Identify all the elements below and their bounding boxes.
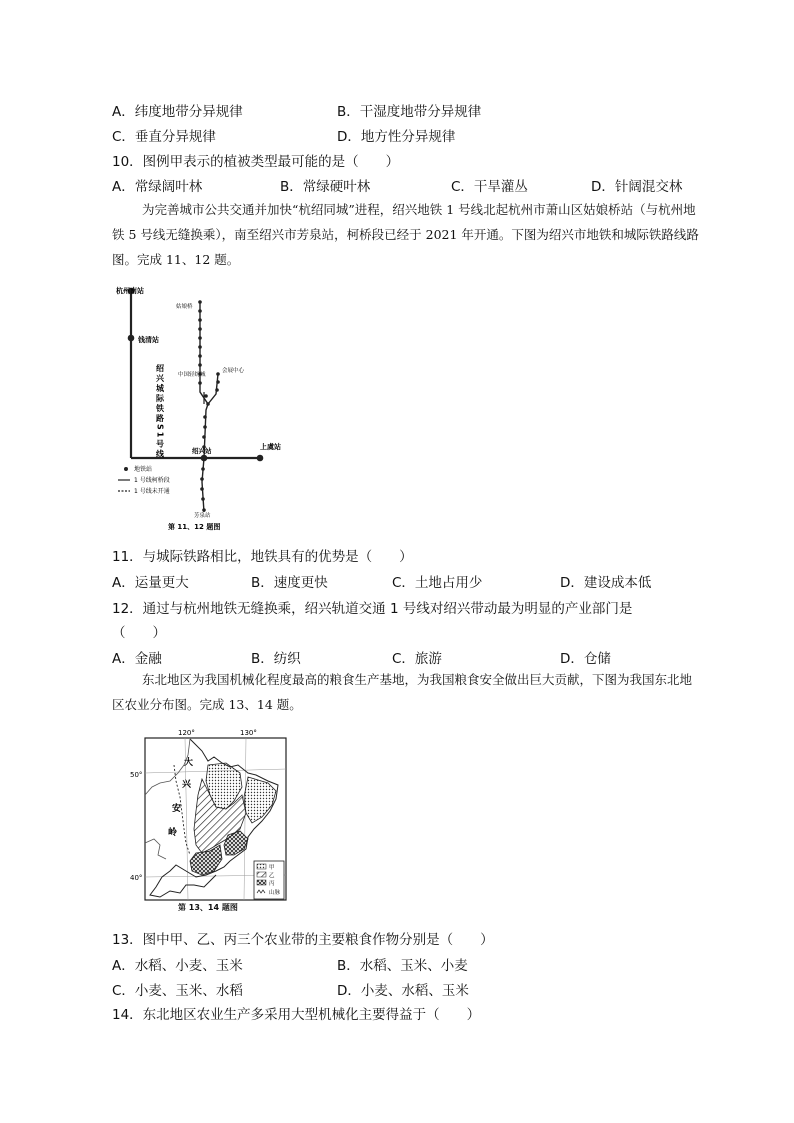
label-fangquan: 芳泉站	[194, 513, 211, 519]
q12-option-d: D．仓储	[560, 651, 611, 667]
q9-option-d: D．地方性分异规律	[337, 129, 456, 145]
q12-stem: 12．通过与杭州地铁无缝换乘，绍兴轨道交通 1 号线对绍兴带动最为明显的产业部门是	[112, 601, 633, 617]
legend-keqiao: 1 号线柯桥段	[134, 477, 170, 484]
passage-metro: 为完善城市公共交通并加快“杭绍同城”进程，绍兴地铁 1 号线北起杭州市萧山区姑娘桥站（与杭州地铁 5 号线无缝换乘），南至绍兴市芳泉站，柯桥段已经于 2021 年开通。下图为绍兴市地铁和城际铁路线路图。完成 11、12 题。	[112, 202, 699, 267]
q13-option-d: D．小麦、水稻、玉米	[337, 983, 469, 999]
legend-yi: 乙	[269, 873, 275, 879]
q9-option-c: C．垂直分异规律	[112, 129, 216, 145]
q13-option-b: B．水稻、玉米、小麦	[337, 958, 468, 974]
label-qianqing: 钱清站	[138, 336, 159, 344]
q9-option-b: B．干湿度地带分异规律	[337, 104, 482, 120]
label-hangzhou-south: 杭州南站	[116, 287, 144, 295]
legend-station: 地铁站	[134, 466, 153, 473]
q9-option-a: A．纬度地带分异规律	[112, 104, 243, 120]
label-shaoxing: 绍兴站	[192, 447, 212, 455]
q11-option-b: B．速度更快	[251, 575, 328, 591]
q11-option-c: C．土地占用少	[392, 575, 483, 591]
q10-option-a: A．常绿阔叶林	[112, 179, 203, 195]
q12-option-a: A．金融	[112, 651, 162, 667]
legend-bing: 丙	[269, 881, 275, 887]
q10-option-c: C．干旱灌丛	[451, 179, 528, 195]
q10-option-d: D．针阔混交林	[591, 179, 683, 195]
label-guniangqiao: 姑娘桥	[176, 304, 193, 310]
passage-northeast: 东北地区为我国机械化程度最高的粮食生产基地，为我国粮食安全做出巨大贡献，下图为我国东北地区农业分布图。完成 13、14 题。	[112, 672, 693, 712]
northeast-map	[130, 725, 295, 915]
mountain-char-2: 兴	[182, 780, 192, 790]
q13-stem: 13．图中甲、乙、丙三个农业带的主要粮食作物分别是（ ）	[112, 932, 494, 948]
lat-40: 40°	[130, 874, 143, 882]
label-s1-line: 绍兴城际铁路S1号线	[155, 364, 165, 460]
legend-jia: 甲	[269, 865, 275, 871]
q12-option-b: B．纺织	[251, 651, 301, 667]
lat-50: 50°	[130, 771, 143, 779]
q11-option-d: D．建设成本低	[560, 575, 652, 591]
legend-mountain: 山脉	[269, 890, 281, 896]
mountain-char-1: 大	[184, 758, 194, 768]
label-shangyu: 上虞站	[260, 443, 281, 451]
q12-option-c: C．旅游	[392, 651, 442, 667]
metro-map	[112, 282, 302, 534]
lon-130: 130°	[240, 729, 257, 737]
map1-caption: 第 11、12 题图	[168, 523, 221, 531]
q11-stem: 11．与城际铁路相比，地铁具有的优势是（ ）	[112, 549, 413, 565]
q11-option-a: A．运量更大	[112, 575, 189, 591]
lon-120: 120°	[178, 729, 195, 737]
mountain-char-3: 安	[172, 804, 182, 814]
q13-option-a: A．水稻、小麦、玉米	[112, 958, 243, 974]
mountain-char-4: 岭	[168, 828, 178, 838]
q12-stem-bracket: （ ）	[112, 625, 166, 641]
label-huizhan: 会展中心	[222, 368, 245, 374]
q13-option-c: C．小麦、玉米、水稻	[112, 983, 243, 999]
label-zhongguo-qingfang: 中国轻纺城	[178, 372, 206, 378]
q14-stem: 14．东北地区农业生产多采用大型机械化主要得益于（ ）	[112, 1007, 481, 1023]
map2-caption: 第 13、14 题图	[178, 903, 238, 912]
q10-stem: 10．图例甲表示的植被类型最可能的是（ ）	[112, 154, 400, 170]
legend-unopened: 1 号线未开通	[134, 488, 170, 495]
q10-option-b: B．常绿硬叶林	[280, 179, 371, 195]
